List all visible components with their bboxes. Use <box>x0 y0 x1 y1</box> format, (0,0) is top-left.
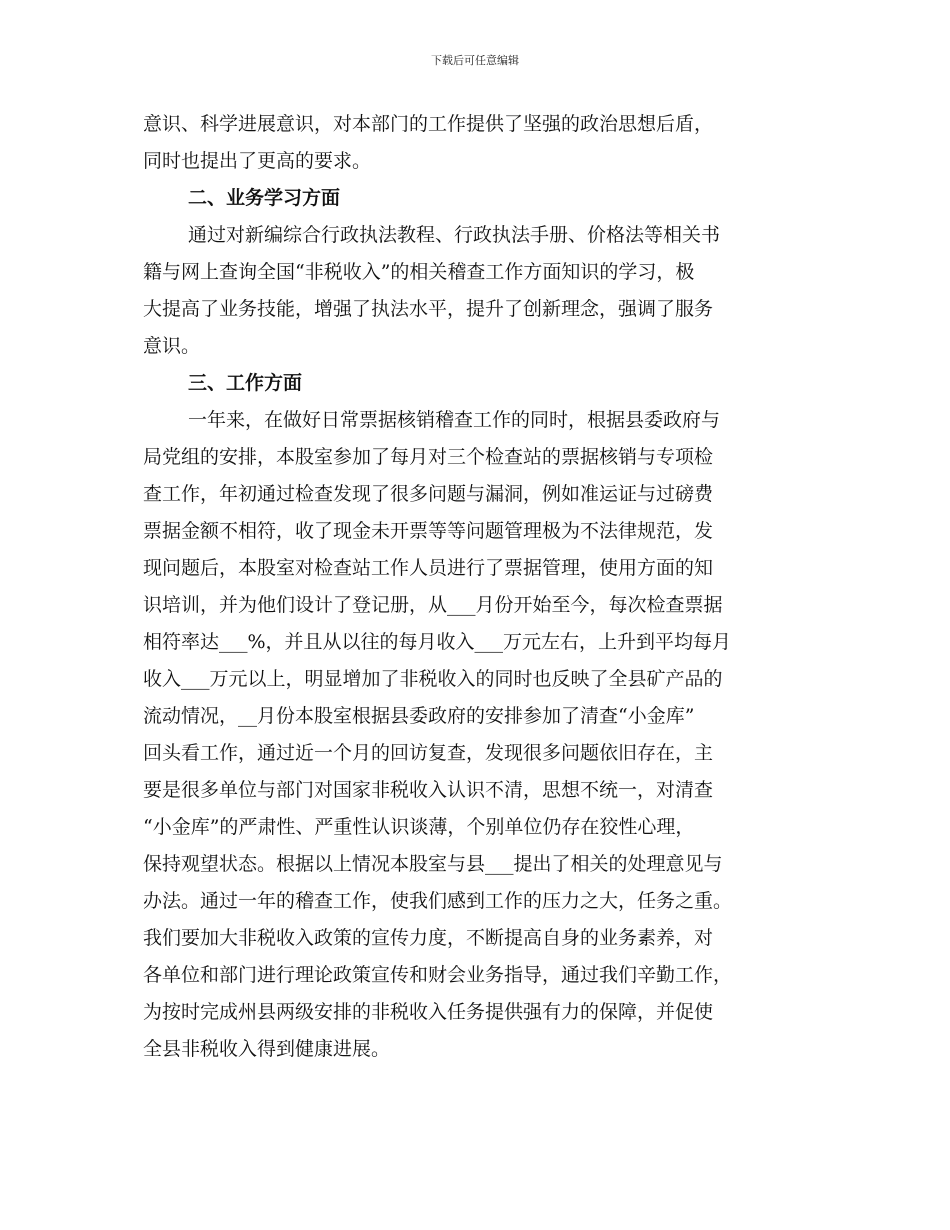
text-line: 收入___万元以上，明显增加了非税收入的同时也反映了全县矿产品的 <box>143 668 723 690</box>
text-line: 局党组的安排，本股室参加了每月对三个检查站的票据核销与专项检 <box>143 446 714 468</box>
text-line: 为按时完成州县两级安排的非税收入任务提供强有力的保障，并促使 <box>143 1001 714 1023</box>
text-line: 意识、科学进展意识，对本部门的工作提供了坚强的政治思想后盾， <box>143 113 714 135</box>
text-line: 意识。 <box>143 335 201 357</box>
text-line: 籍与网上查询全国“非税收入”的相关稽查工作方面知识的学习，极 <box>143 261 695 283</box>
text-line: 同时也提出了更高的要求。 <box>143 150 372 172</box>
text-line: 一年来，在做好日常票据核销稽查工作的同时，根据县委政府与 <box>188 409 721 431</box>
text-line: “小金库”的严肃性、严重性认识谈薄，个别单位仍存在狡性心理， <box>143 816 695 838</box>
text-line: 回头看工作，通过近一个月的回访复查，发现很多问题依旧存在，主 <box>143 742 714 764</box>
text-line: 保持观望状态。根据以上情况本股室与县___提出了相关的处理意见与 <box>143 853 723 875</box>
document-body <box>143 106 813 1068</box>
section-heading: 三、工作方面 <box>188 372 303 394</box>
text-line: 我们要加大非税收入政策的宣传力度，不断提高自身的业务素养，对 <box>143 927 714 949</box>
text-line: 要是很多单位与部门对国家非税收入认识不清，思想不统一，对清查 <box>143 779 714 801</box>
text-line: 各单位和部门进行理论政策宣传和财会业务指导，通过我们辛勤工作， <box>143 964 733 986</box>
text-line: 全县非税收入得到健康进展。 <box>143 1038 391 1060</box>
page-header: 下载后可任意编辑 <box>431 54 519 67</box>
text-line: 现问题后，本股室对检查站工作人员进行了票据管理，使用方面的知 <box>143 557 714 579</box>
text-line: 识培训，并为他们设计了登记册，从___月份开始至今，每次检查票据 <box>143 594 723 616</box>
text-line: 流动情况，__月份本股室根据县委政府的安排参加了清查“小金库” <box>143 705 695 727</box>
text-line: 办法。通过一年的稽查工作，使我们感到工作的压力之大，任务之重。 <box>143 890 733 912</box>
text-line: 票据金额不相符，收了现金未开票等等问题管理极为不法律规范，发 <box>143 520 714 542</box>
text-line: 大提高了业务技能，增强了执法水平，提升了创新理念，强调了服务 <box>143 298 714 320</box>
text-line: 相符率达___%，并且从以往的每月收入___万元左右，上升到平均每月 <box>143 631 732 653</box>
section-heading: 二、业务学习方面 <box>188 187 341 209</box>
text-line: 通过对新编综合行政执法教程、行政执法手册、价格法等相关书 <box>188 224 721 246</box>
text-line: 查工作，年初通过检查发现了很多问题与漏洞，例如准运证与过磅费 <box>143 483 714 505</box>
